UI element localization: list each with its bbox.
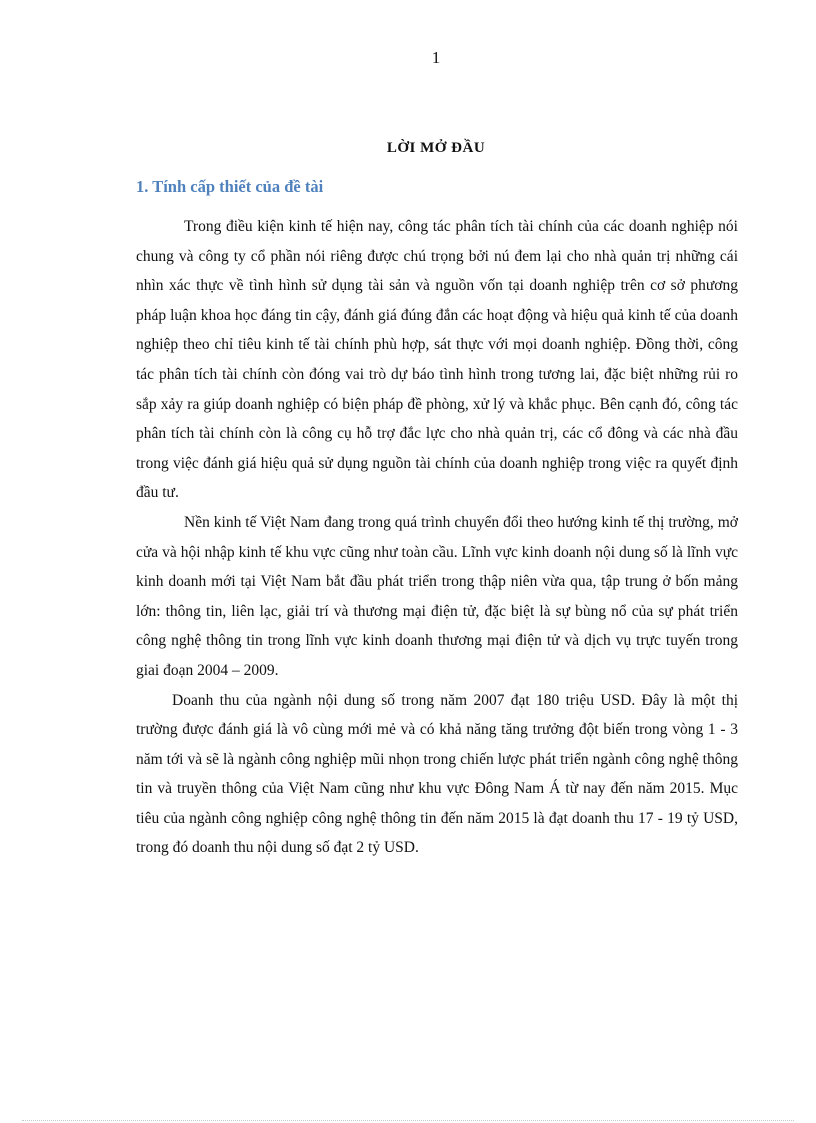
page-break-divider [22, 1120, 794, 1121]
page-title: LỜI MỞ ĐẦU [386, 140, 486, 156]
page-number: 1 [431, 48, 441, 67]
body-text [136, 212, 738, 863]
section-heading: 1. Tính cấp thiết của đề tài [136, 177, 324, 196]
paragraph-3: Doanh thu của ngành nội dung số trong năm 2007 đạt 180 triệu USD. Đây là một thị trường được đánh giá là vô cùng mới mẻ và có khả năng tăng trưởng đột biến trong vòng 1 - 3 năm tới và sẽ là ngành công nghiệp mũi nhọn trong chiến lược phát triển ngành công nghệ thông tin và truyền thông của Việt Nam cũng như khu vực Đông Nam Á từ nay đến năm 2015. Mục tiêu của ngành công nghiệp công nghệ thông tin đến năm 2015 là đạt doanh thu 17 - 19 tỷ USD, trong đó doanh thu nội dung số đạt 2 tỷ USD. [136, 691, 738, 857]
paragraph-2: Nền kinh tế Việt Nam đang trong quá trình chuyển đổi theo hướng kinh tế thị trường, mở cửa và hội nhập kinh tế khu vực cũng như toàn cầu. Lĩnh vực kinh doanh nội dung số là lĩnh vực kinh doanh mới tại Việt Nam bắt đầu phát triển trong thập niên vừa qua, tập trung ở bốn mảng lớn: thông tin, liên lạc, giải trí và thương mại điện tử, đặc biệt là sự bùng nổ của sự phát triển công nghệ thông tin trong lĩnh vực kinh doanh thương mại điện tử và dịch vụ trực tuyến trong giai đoạn 2004 – 2009. [136, 513, 738, 679]
paragraph-1: Trong điều kiện kinh tế hiện nay, công tác phân tích tài chính của các doanh nghiệp nói chung và công ty cổ phần nói riêng được chú trọng bởi nú đem lại cho nhà quản trị những cái nhìn xác thực về tình hình sử dụng tài sản và nguồn vốn tại doanh nghiệp trên cơ sở phương pháp luận khoa học đáng tin cậy, đánh giá đúng đắn các hoạt động và hiệu quả kinh tế của doanh nghiệp theo chỉ tiêu kinh tế tài chính phù hợp, sát thực với mọi doanh nghiệp. Đồng thời, công tác phân tích tài chính còn đóng vai trò dự báo tình hình trong tương lai, đặc biệt những rủi ro sắp xảy ra giúp doanh nghiệp có biện pháp đề phòng, xử lý và khắc phục. Bên cạnh đó, công tác phân tích tài chính còn là công cụ hỗ trợ đắc lực cho nhà quản trị, các cổ đông và các nhà đầu trong việc đánh giá hiệu quả sử dụng nguồn tài chính của doanh nghiệp trong việc ra quyết định đầu tư. [136, 218, 738, 502]
